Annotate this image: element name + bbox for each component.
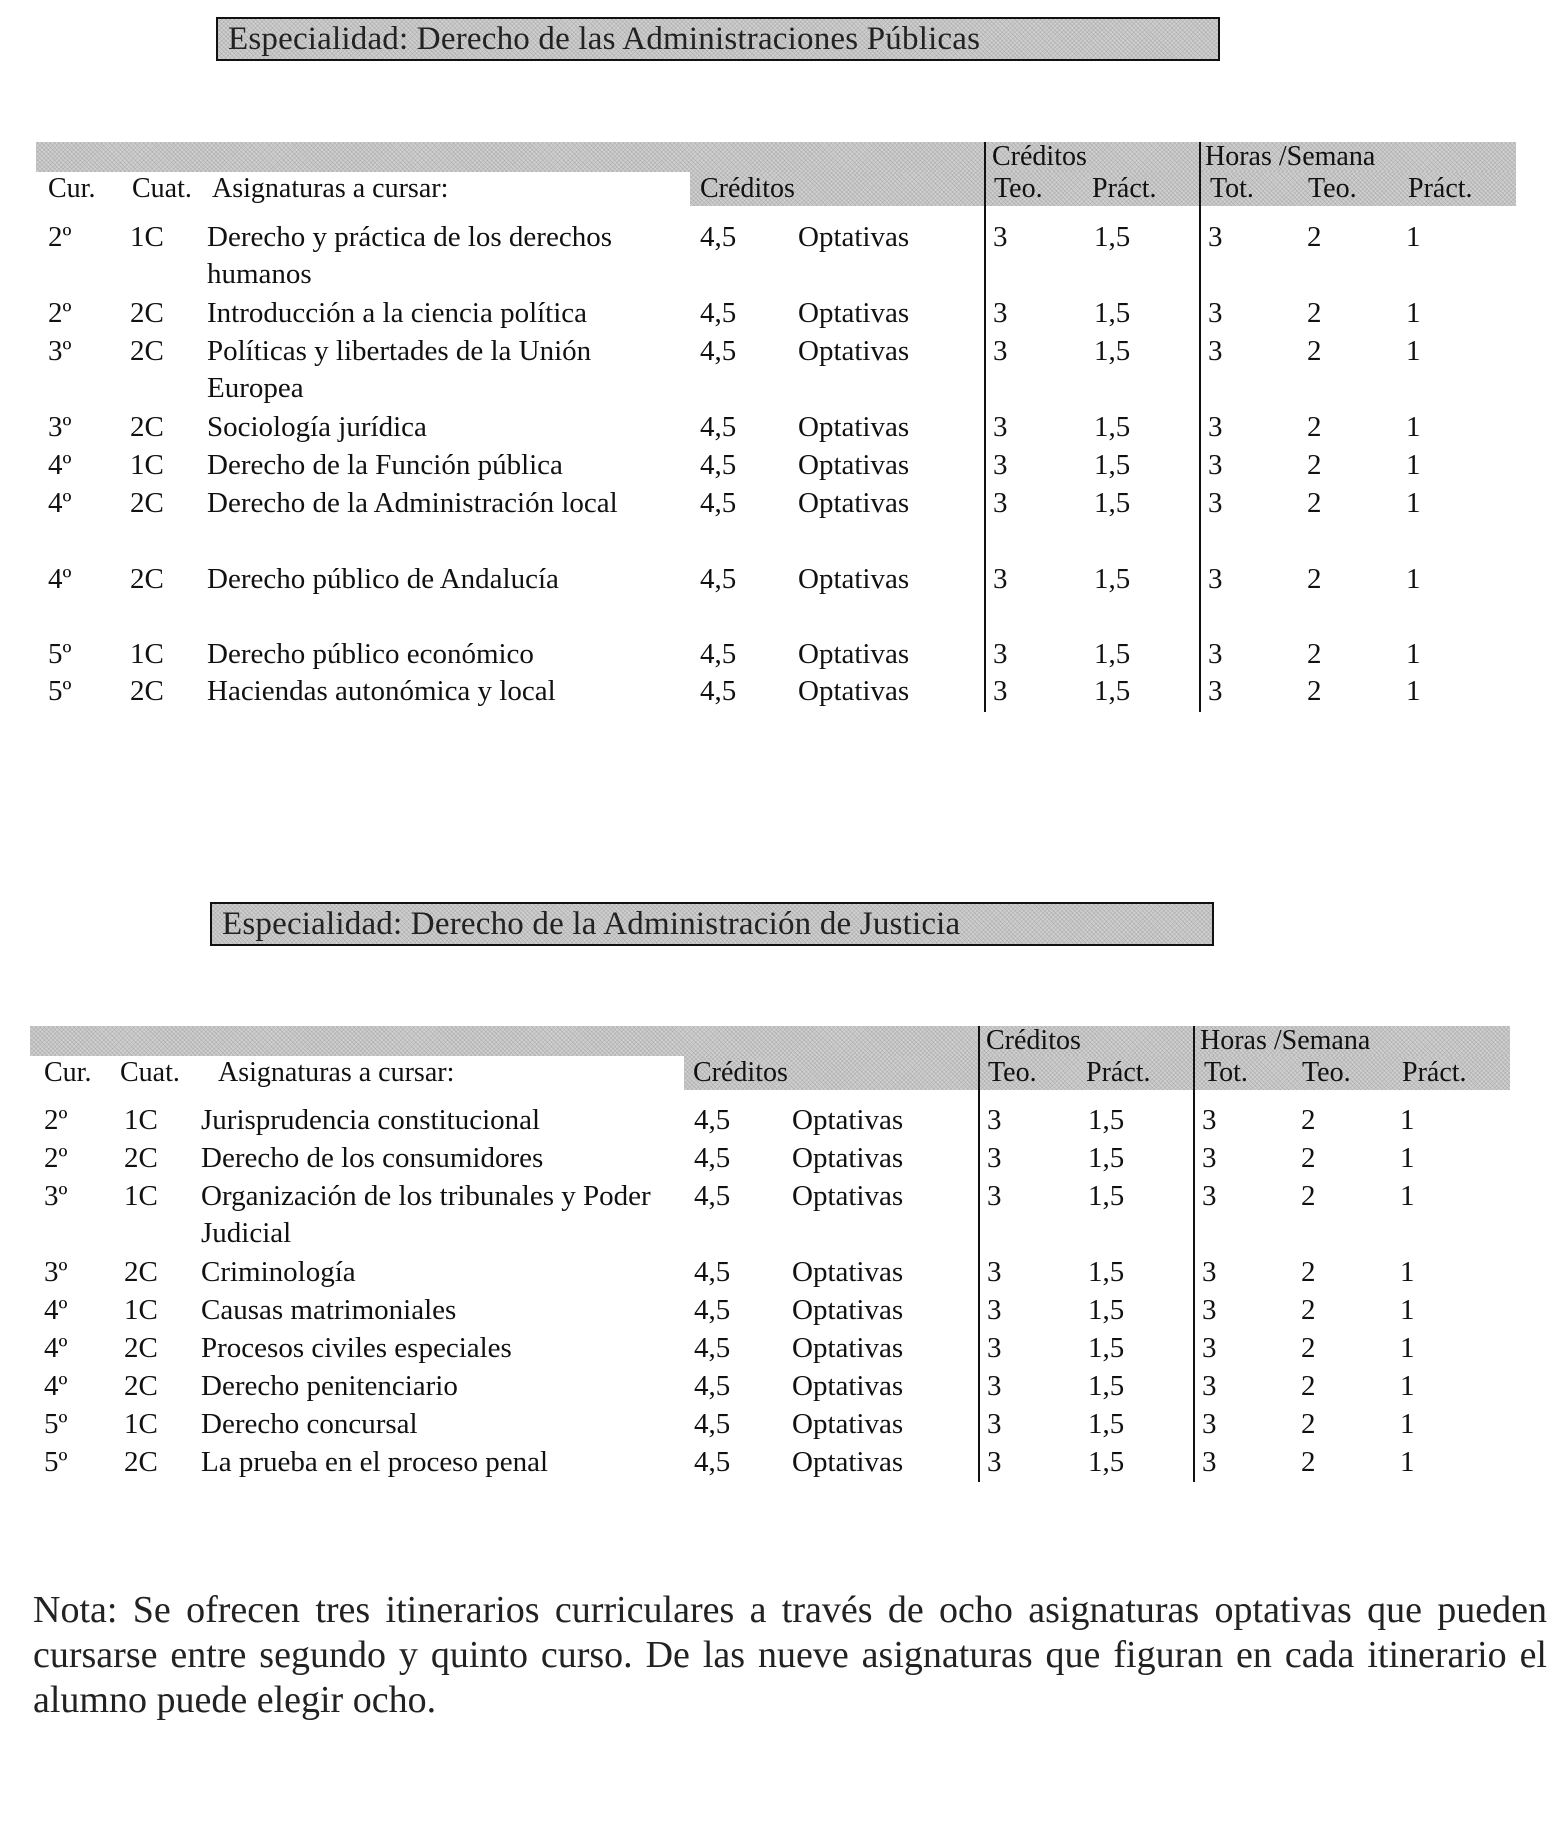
type-cell: Optativas xyxy=(798,221,910,253)
cuat-cell: 1C xyxy=(124,1294,158,1326)
cuat-cell: 2C xyxy=(130,487,164,519)
horas-tot-cell: 3 xyxy=(1208,297,1223,329)
cuat-cell: 2C xyxy=(124,1370,158,1402)
subject-cell: Derecho de los consumidores xyxy=(201,1142,544,1174)
type-cell: Optativas xyxy=(792,1370,904,1402)
type-cell: Optativas xyxy=(798,675,910,707)
credits-cell: 4,5 xyxy=(700,297,737,329)
type-cell: Optativas xyxy=(792,1332,904,1364)
credits-cell: 4,5 xyxy=(694,1142,731,1174)
subject-cell: Derecho de la Administración local xyxy=(207,487,618,519)
teo-cell: 3 xyxy=(987,1180,1002,1212)
type-cell: Optativas xyxy=(798,487,910,519)
horas-tot-cell: 3 xyxy=(1202,1256,1217,1288)
cur-cell: 3º xyxy=(48,411,72,443)
cur-cell: 4º xyxy=(44,1332,68,1364)
credits-cell: 4,5 xyxy=(694,1104,731,1136)
type-cell: Optativas xyxy=(798,411,910,443)
cur-cell: 5º xyxy=(44,1408,68,1440)
asignaturas-header: Asignaturas a cursar: xyxy=(218,1057,455,1088)
pract-cell: 1,5 xyxy=(1088,1370,1125,1402)
subject-cell: Procesos civiles especiales xyxy=(201,1332,512,1364)
cuat-cell: 1C xyxy=(124,1104,158,1136)
subject-cell: La prueba en el proceso penal xyxy=(201,1446,549,1478)
cur-header: Cur. xyxy=(44,1057,92,1088)
horas-pract-cell: 1 xyxy=(1406,563,1421,595)
pract-cell: 1,5 xyxy=(1094,411,1131,443)
pract-cell: 1,5 xyxy=(1094,563,1131,595)
pract-cell: 1,5 xyxy=(1094,335,1131,367)
type-cell: Optativas xyxy=(792,1446,904,1478)
cuat-header: Cuat. xyxy=(120,1057,180,1088)
horas-tot-cell: 3 xyxy=(1208,221,1223,253)
teo-header: Teo. xyxy=(994,173,1043,204)
column-divider xyxy=(1193,1026,1195,1482)
horas-teo-cell: 2 xyxy=(1301,1294,1316,1326)
subject-cell: Sociología jurídica xyxy=(207,411,427,443)
horas-pract-cell: 1 xyxy=(1406,487,1421,519)
horas-teo-cell: 2 xyxy=(1301,1256,1316,1288)
horas-tot-cell: 3 xyxy=(1202,1104,1217,1136)
credits-cell: 4,5 xyxy=(694,1332,731,1364)
pract-header: Práct. xyxy=(1086,1057,1151,1088)
horas-tot-cell: 3 xyxy=(1202,1408,1217,1440)
teo-cell: 3 xyxy=(987,1446,1002,1478)
credits-cell: 4,5 xyxy=(700,449,737,481)
creditos-header: Créditos xyxy=(700,173,795,204)
pract-cell: 1,5 xyxy=(1088,1142,1125,1174)
horas-teo-cell: 2 xyxy=(1307,449,1322,481)
subject-cell: Haciendas autonómica y local xyxy=(207,675,556,707)
credits-cell: 4,5 xyxy=(694,1446,731,1478)
horas-teo-cell: 2 xyxy=(1301,1180,1316,1212)
horas-teo-cell: 2 xyxy=(1301,1104,1316,1136)
teo-cell: 3 xyxy=(993,638,1008,670)
credits-cell: 4,5 xyxy=(700,638,737,670)
teo-cell: 3 xyxy=(993,221,1008,253)
horas-pract-cell: 1 xyxy=(1400,1256,1415,1288)
pract-cell: 1,5 xyxy=(1088,1332,1125,1364)
cur-cell: 5º xyxy=(48,675,72,707)
cuat-cell: 2C xyxy=(124,1446,158,1478)
horas-tot-cell: 3 xyxy=(1202,1180,1217,1212)
horas-teo-cell: 2 xyxy=(1307,335,1322,367)
cur-cell: 5º xyxy=(48,638,72,670)
horas-teo-cell: 2 xyxy=(1301,1408,1316,1440)
credits-cell: 4,5 xyxy=(700,487,737,519)
asignaturas-header: Asignaturas a cursar: xyxy=(212,173,449,204)
subject-cell: Derecho público económico xyxy=(207,638,534,670)
pract-cell: 1,5 xyxy=(1088,1408,1125,1440)
horas-pract-cell: 1 xyxy=(1400,1446,1415,1478)
teo-cell: 3 xyxy=(987,1332,1002,1364)
cuat-cell: 1C xyxy=(130,449,164,481)
horas-pract-cell: 1 xyxy=(1406,638,1421,670)
cur-cell: 3º xyxy=(48,335,72,367)
pract-cell: 1,5 xyxy=(1094,221,1131,253)
subject-cell: Criminología xyxy=(201,1256,356,1288)
teo-cell: 3 xyxy=(987,1142,1002,1174)
credits-cell: 4,5 xyxy=(700,411,737,443)
credits-cell: 4,5 xyxy=(694,1294,731,1326)
horas-group-header: Horas /Semana xyxy=(1205,141,1376,172)
horas-group-header: Horas /Semana xyxy=(1200,1025,1371,1056)
horas-teo-cell: 2 xyxy=(1307,638,1322,670)
horas-tot-header: Tot. xyxy=(1210,173,1254,204)
horas-pract-cell: 1 xyxy=(1400,1104,1415,1136)
column-header-row xyxy=(0,1056,1547,1090)
cur-cell: 4º xyxy=(48,563,72,595)
pract-cell: 1,5 xyxy=(1088,1446,1125,1478)
pract-cell: 1,5 xyxy=(1094,638,1131,670)
horas-teo-cell: 2 xyxy=(1307,675,1322,707)
credits-cell: 4,5 xyxy=(700,335,737,367)
horas-teo-cell: 2 xyxy=(1307,563,1322,595)
pract-cell: 1,5 xyxy=(1094,449,1131,481)
pract-cell: 1,5 xyxy=(1094,297,1131,329)
subject-cell: Derecho de la Función pública xyxy=(207,449,563,481)
pract-cell: 1,5 xyxy=(1094,487,1131,519)
column-header-row xyxy=(0,172,1547,206)
cuat-cell: 2C xyxy=(130,411,164,443)
column-divider xyxy=(1199,142,1201,712)
horas-teo-header: Teo. xyxy=(1302,1057,1351,1088)
subject-cell: Políticas y libertades de la Unión Europea xyxy=(207,335,592,404)
type-cell: Optativas xyxy=(792,1104,904,1136)
type-cell: Optativas xyxy=(798,335,910,367)
teo-cell: 3 xyxy=(993,675,1008,707)
teo-cell: 3 xyxy=(993,335,1008,367)
section-title-box xyxy=(210,902,1214,946)
horas-teo-cell: 2 xyxy=(1301,1370,1316,1402)
subject-cell: Derecho público de Andalucía xyxy=(207,563,559,595)
horas-pract-header: Práct. xyxy=(1408,173,1473,204)
cuat-cell: 2C xyxy=(124,1142,158,1174)
cur-cell: 4º xyxy=(44,1294,68,1326)
horas-teo-cell: 2 xyxy=(1301,1446,1316,1478)
type-cell: Optativas xyxy=(798,563,910,595)
cur-header: Cur. xyxy=(48,173,96,204)
cuat-cell: 2C xyxy=(124,1256,158,1288)
pract-cell: 1,5 xyxy=(1088,1180,1125,1212)
credits-cell: 4,5 xyxy=(694,1408,731,1440)
cur-cell: 2º xyxy=(44,1104,68,1136)
type-cell: Optativas xyxy=(792,1294,904,1326)
cur-cell: 2º xyxy=(48,221,72,253)
teo-cell: 3 xyxy=(987,1294,1002,1326)
subject-cell: Derecho concursal xyxy=(201,1408,418,1440)
column-divider xyxy=(984,142,986,712)
cuat-cell: 1C xyxy=(130,638,164,670)
horas-teo-cell: 2 xyxy=(1301,1142,1316,1174)
horas-pract-cell: 1 xyxy=(1406,675,1421,707)
horas-tot-cell: 3 xyxy=(1202,1446,1217,1478)
teo-cell: 3 xyxy=(987,1370,1002,1402)
cur-cell: 4º xyxy=(44,1370,68,1402)
creditos-group-header: Créditos xyxy=(986,1025,1081,1056)
credits-cell: 4,5 xyxy=(694,1256,731,1288)
teo-cell: 3 xyxy=(987,1104,1002,1136)
type-cell: Optativas xyxy=(798,638,910,670)
footnote: Nota: Se ofrecen tres itinerarios curriculares a través de ocho asignaturas optativas que pueden cursarse entre segundo y quinto curso. De las nueve asignaturas que figuran en cada itinerario el alumno puede elegir ocho. xyxy=(33,1589,1547,1721)
subject-cell: Derecho y práctica de los derechos humanos xyxy=(207,221,612,290)
teo-header: Teo. xyxy=(988,1057,1037,1088)
credits-cell: 4,5 xyxy=(694,1370,731,1402)
horas-teo-cell: 2 xyxy=(1307,487,1322,519)
horas-tot-cell: 3 xyxy=(1202,1370,1217,1402)
credits-cell: 4,5 xyxy=(694,1180,731,1212)
horas-teo-cell: 2 xyxy=(1307,221,1322,253)
horas-tot-cell: 3 xyxy=(1208,411,1223,443)
pract-header: Práct. xyxy=(1092,173,1157,204)
horas-tot-cell: 3 xyxy=(1202,1142,1217,1174)
creditos-header: Créditos xyxy=(693,1057,788,1088)
horas-pract-cell: 1 xyxy=(1406,221,1421,253)
credits-cell: 4,5 xyxy=(700,675,737,707)
type-cell: Optativas xyxy=(792,1180,904,1212)
teo-cell: 3 xyxy=(993,449,1008,481)
horas-teo-cell: 2 xyxy=(1307,411,1322,443)
teo-cell: 3 xyxy=(993,563,1008,595)
horas-pract-cell: 1 xyxy=(1406,297,1421,329)
cur-cell: 2º xyxy=(44,1142,68,1174)
type-cell: Optativas xyxy=(798,449,910,481)
horas-tot-cell: 3 xyxy=(1208,335,1223,367)
pract-cell: 1,5 xyxy=(1094,675,1131,707)
credits-cell: 4,5 xyxy=(700,221,737,253)
type-cell: Optativas xyxy=(792,1408,904,1440)
cur-cell: 4º xyxy=(48,449,72,481)
horas-teo-cell: 2 xyxy=(1307,297,1322,329)
cuat-cell: 1C xyxy=(124,1180,158,1212)
cuat-cell: 2C xyxy=(130,675,164,707)
horas-pract-cell: 1 xyxy=(1406,411,1421,443)
horas-tot-cell: 3 xyxy=(1208,563,1223,595)
horas-pract-cell: 1 xyxy=(1400,1294,1415,1326)
cur-cell: 3º xyxy=(44,1256,68,1288)
horas-tot-header: Tot. xyxy=(1204,1057,1248,1088)
section-title: Especialidad: Derecho de la Administración de Justicia xyxy=(222,906,961,942)
section-title: Especialidad: Derecho de las Administraciones Públicas xyxy=(228,21,981,57)
cuat-cell: 2C xyxy=(130,335,164,367)
pract-cell: 1,5 xyxy=(1088,1256,1125,1288)
horas-tot-cell: 3 xyxy=(1202,1332,1217,1364)
horas-pract-cell: 1 xyxy=(1400,1408,1415,1440)
subject-cell: Derecho penitenciario xyxy=(201,1370,458,1402)
type-cell: Optativas xyxy=(792,1142,904,1174)
teo-cell: 3 xyxy=(993,297,1008,329)
cur-cell: 3º xyxy=(44,1180,68,1212)
subject-cell: Introducción a la ciencia política xyxy=(207,297,588,329)
cur-cell: 5º xyxy=(44,1446,68,1478)
horas-pract-cell: 1 xyxy=(1400,1332,1415,1364)
type-cell: Optativas xyxy=(792,1256,904,1288)
column-divider xyxy=(978,1026,980,1482)
cuat-cell: 2C xyxy=(130,297,164,329)
teo-cell: 3 xyxy=(993,411,1008,443)
horas-pract-header: Práct. xyxy=(1402,1057,1467,1088)
horas-tot-cell: 3 xyxy=(1208,675,1223,707)
horas-tot-cell: 3 xyxy=(1208,449,1223,481)
cur-cell: 2º xyxy=(48,297,72,329)
cuat-cell: 1C xyxy=(130,221,164,253)
horas-teo-header: Teo. xyxy=(1308,173,1357,204)
subject-cell: Organización de los tribunales y Poder Judicial xyxy=(201,1180,651,1249)
pract-cell: 1,5 xyxy=(1088,1104,1125,1136)
teo-cell: 3 xyxy=(987,1408,1002,1440)
cuat-cell: 1C xyxy=(124,1408,158,1440)
credits-cell: 4,5 xyxy=(700,563,737,595)
creditos-group-header: Créditos xyxy=(992,141,1087,172)
horas-tot-cell: 3 xyxy=(1202,1294,1217,1326)
cuat-cell: 2C xyxy=(130,563,164,595)
horas-pract-cell: 1 xyxy=(1400,1180,1415,1212)
cur-cell: 4º xyxy=(48,487,72,519)
section-title-box xyxy=(216,17,1220,61)
pract-cell: 1,5 xyxy=(1088,1294,1125,1326)
type-cell: Optativas xyxy=(798,297,910,329)
cuat-header: Cuat. xyxy=(132,173,192,204)
horas-pract-cell: 1 xyxy=(1406,449,1421,481)
horas-pract-cell: 1 xyxy=(1406,335,1421,367)
cuat-cell: 2C xyxy=(124,1332,158,1364)
horas-pract-cell: 1 xyxy=(1400,1142,1415,1174)
horas-teo-cell: 2 xyxy=(1301,1332,1316,1364)
teo-cell: 3 xyxy=(993,487,1008,519)
subject-cell: Causas matrimoniales xyxy=(201,1294,457,1326)
horas-tot-cell: 3 xyxy=(1208,638,1223,670)
horas-pract-cell: 1 xyxy=(1400,1370,1415,1402)
teo-cell: 3 xyxy=(987,1256,1002,1288)
subject-cell: Jurisprudencia constitucional xyxy=(201,1104,541,1136)
horas-tot-cell: 3 xyxy=(1208,487,1223,519)
